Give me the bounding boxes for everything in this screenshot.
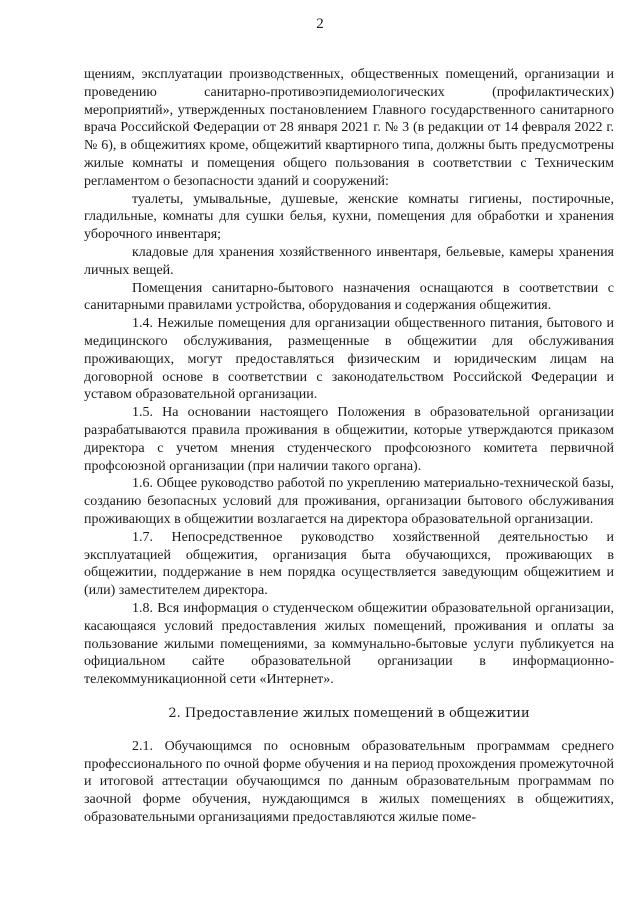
paragraph: Помещения санитарно-бытового назначения оснащаются в соответствии с санитарными правилами устройства, оборудования и содержания общежития.	[84, 280, 614, 314]
document-body	[84, 66, 614, 827]
paragraph-1-7: 1.7. Непосредственное руководство хозяйственной деятельностью и эксплуатацией общежития, организация быта обучающихся, проживающих в общежитии, поддержание в нем порядка осуществляется заведующим общежитием и (или) заместителем директора.	[84, 529, 614, 599]
paragraph-list-item: туалеты, умывальные, душевые, женские комнаты гигиены, постирочные, гладильные, комнаты для сушки белья, кухни, помещения для обработки и хранения уборочного инвентаря;	[84, 191, 614, 243]
paragraph-list-item: кладовые для хранения хозяйственного инвентаря, бельевые, камеры хранения личных вещей.	[84, 244, 614, 278]
section-title: 2. Предоставление жилых помещений в общежитии	[168, 705, 530, 721]
paragraph-2-1: 2.1. Обучающимся по основным образовательным программам среднего профессионального по очной форме обучения и на период прохождения промежуточной и итоговой аттестации обучающимся по данным образовательным программам по заочной форме обучения, нуждающимся в жилых помещениях в общежитиях, образовательными организациями предоставляются жилые поме-	[84, 738, 614, 826]
page-number: 2	[316, 16, 324, 32]
paragraph-1-4: 1.4. Нежилые помещения для организации общественного питания, бытового и медицинского обслуживания, размещенные в общежитии для обслуживания проживающих, могут предоставляться физическим и юридическим лицам на договорной основе в соответствии с законодательством Российской Федерации и уставом образовательной организации.	[84, 316, 614, 403]
paragraph-continuation: щениям, эксплуатации производственных, общественных помещений, организации и проведению санитарно-противоэпидемиологических (профилактических) мероприятий», утвержденных постановлением Главного государственного санитарного врача Российской Федерации от 28 января 2021 г. № 3 (в редакции от 14 февраля 2022 г. № 6), в общежитиях кроме, общежитий квартирного типа, должны быть предусмотрены жилые комнаты и помещения общего пользования в соответствии с Техническим регламентом о безопасности зданий и сооружений:	[84, 67, 614, 189]
paragraph-1-6: 1.6. Общее руководство работой по укреплению материально-технической базы, созданию безопасных условий для проживания, организации бытового обслуживания проживающих в общежитии возлагается на директора образовательной организации.	[84, 476, 614, 527]
paragraph-1-8: 1.8. Вся информация о студенческом общежитии образовательной организации, касающаяся условий предоставления жилых помещений, проживания и оплаты за пользование жилыми помещениями, за коммунально-бытовые услуги публикуется на официальном сайте образовательной организации в информационно-телекоммуникационной сети «Интернет».	[84, 600, 614, 688]
paragraph-1-5: 1.5. На основании настоящего Положения в образовательной организации разрабатываются правила проживания в общежитии, которые утверждаются приказом директора с учетом мнения студенческого профсоюзного комитета первичной профсоюзной организации (при наличии такого органа).	[84, 405, 614, 474]
